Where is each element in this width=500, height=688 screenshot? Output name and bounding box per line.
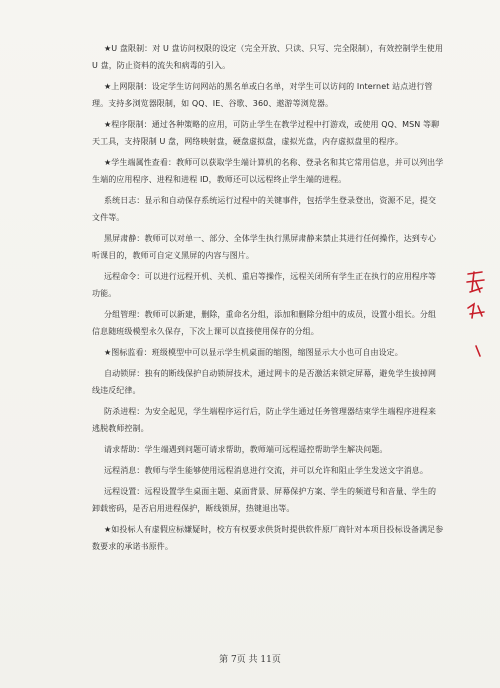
paragraph-program-limit: ★程序限制：通过各种策略的应用，可防止学生在教学过程中打游戏，或使用 QQ、MSN 等聊天工具，支持限制 U 盘，网络映射盘，硬盘虚拟盘，虚拟光盘，内存虚拟盘里的程序。 xyxy=(92,120,440,146)
page-number-footer: 第 7页 共 11页 xyxy=(219,655,281,665)
paragraph-anti-kill: 防杀进程：为安全起见，学生端程序运行后，防止学生通过任务管理器结束学生端程序进程来逃脱教师控制。 xyxy=(92,407,437,433)
paragraph-black-screen: 黑屏肃静：教师可以对单一、部分、全体学生执行黑屏肃静来禁止其进行任何操作，达到专心听课目的，教师可自定义黑屏的内容与图片。 xyxy=(92,234,437,260)
paragraph-request-help: 请求帮助：学生端遇到问题可请求帮助，教师端可远程遥控帮助学生解决问题。 xyxy=(104,445,388,454)
paragraph-system-log: 系统日志：显示和自动保存系统运行过程中的关键事件，包括学生登录登出，资源不足，提交文件等。 xyxy=(92,196,437,222)
paragraph-auto-lock: 自动锁屏：独有的断线保护自动锁屏技术，通过网卡的是否激活来锁定屏幕，避免学生拔掉网线违反纪律。 xyxy=(92,369,437,395)
paragraph-icon-monitor: ★图标监看：班级模型中可以显示学生机桌面的缩图，缩图显示大小也可自由设定。 xyxy=(104,348,403,357)
paragraph-group-management: 分组管理：教师可以新建，删除，重命名分组，添加和删除分组中的成员，设置小组长。分组信息随班级模型永久保存，下次上课可以直接使用保存的分组。 xyxy=(92,310,437,336)
paragraph-remote-message: 远程消息：教师与学生能够使用远程消息进行交流，并可以允许和阻止学生发送文字消息。 xyxy=(104,466,428,475)
document-body xyxy=(92,40,444,559)
paragraph-remote-command: 远程命令：可以进行远程开机、关机、重启等操作，远程关闭所有学生正在执行的应用程序等功能。 xyxy=(92,272,437,298)
paragraph-remote-settings: 远程设置：远程设置学生桌面主题、桌面背景、屏幕保护方案、学生的频道号和音量、学生的卸载密码，是否启用进程保护，断线锁屏，热键退出等。 xyxy=(92,487,437,513)
paragraph-internet-limit: ★上网限制：设定学生访问网站的黑名单或白名单，对学生可以访问的 Internet 站点进行管理。支持多浏览器限制，如 QQ、IE、谷歌、360、遨游等浏览器。 xyxy=(92,82,433,108)
paragraph-bidder-clause: ★如投标人有虚假应标嫌疑时，校方有权要求供货时提供软件原厂商针对本项目投标设备满足参数要求的承诺书原件。 xyxy=(92,525,444,551)
paragraph-u-disk-limit: ★U 盘限制：对 U 盘访问权限的设定（完全开放、只读、只写、完全限制），有效控制学生使用U 盘，防止资料的流失和病毒的引入。 xyxy=(92,44,444,70)
paragraph-student-properties: ★学生端属性查看：教师可以获取学生端计算机的名称、登录名和其它常用信息，并可以列出学生端的应用程序、进程和进程 ID，教师还可以远程终止学生端的进程。 xyxy=(92,158,444,184)
handwritten-signature-mark xyxy=(462,268,490,368)
